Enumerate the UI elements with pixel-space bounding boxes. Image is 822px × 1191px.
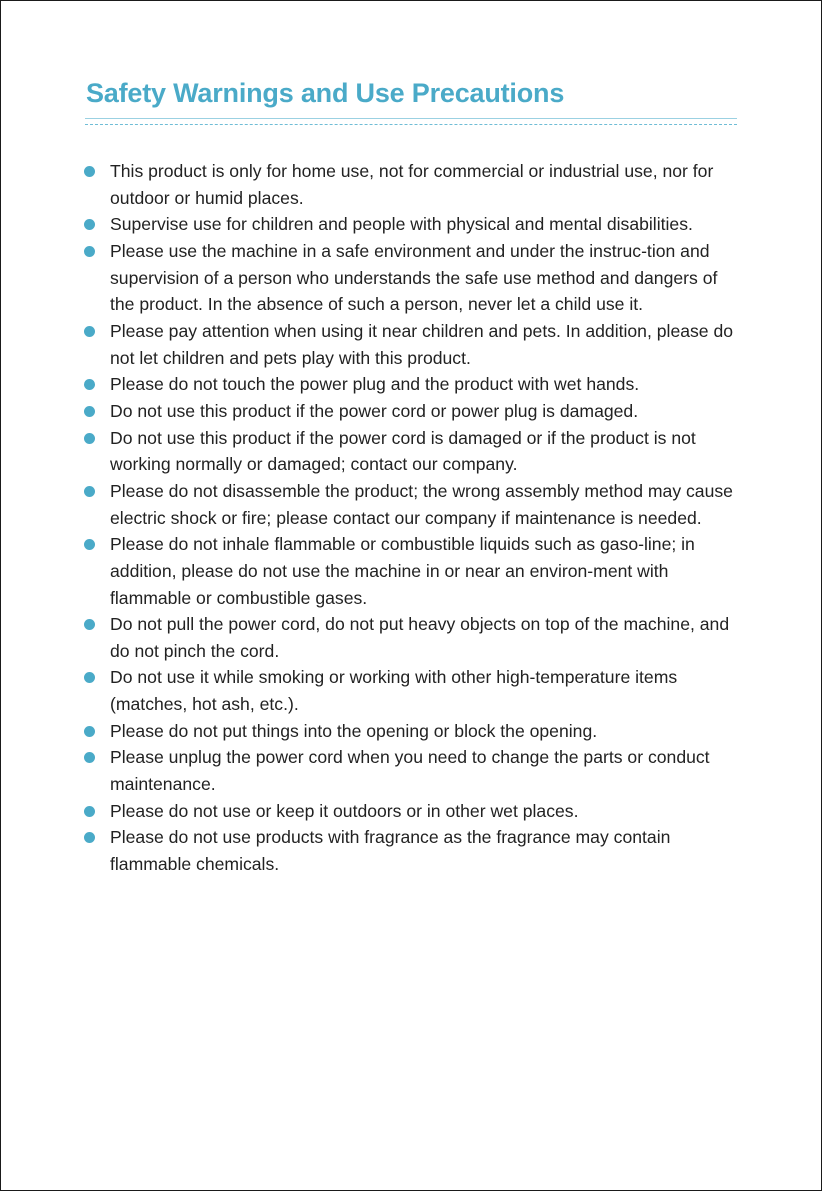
list-item — [82, 531, 742, 611]
list-item — [82, 478, 742, 531]
list-item-text: Please do not disassemble the product; the wrong assembly method may cause electric shock or fire; please contact our company if maintenance is needed. — [110, 480, 733, 528]
list-item-text: Please do not inhale flammable or combustible liquids such as gaso-line; in addition, please do not use the machine in or near an environ-ment with flammable or combustible gases. — [110, 534, 695, 608]
list-item-text: Do not use it while smoking or working with other high-temperature items (matches, hot ash, etc.). — [110, 667, 678, 715]
circle-bullet-icon — [84, 619, 95, 630]
list-item — [82, 744, 742, 797]
circle-bullet-icon — [84, 726, 95, 737]
list-item — [82, 158, 742, 211]
circle-bullet-icon — [84, 752, 95, 763]
list-item-text: Please do not use products with fragrance as the fragrance may contain flammable chemicals. — [110, 827, 671, 875]
list-item — [82, 371, 742, 398]
circle-bullet-icon — [84, 486, 95, 497]
circle-bullet-icon — [84, 166, 95, 177]
list-item-text: Please pay attention when using it near children and pets. In addition, please do not let children and pets play with this product. — [110, 320, 734, 368]
circle-bullet-icon — [84, 539, 95, 550]
list-item-text: Please use the machine in a safe environment and under the instruc-tion and supervision of a person who understands the safe use method and dangers of the product. In the absence of such a person, never let a child use it. — [110, 240, 718, 315]
circle-bullet-icon — [84, 246, 95, 257]
page-title: Safety Warnings and Use Precautions — [86, 78, 565, 108]
list-item-text: Supervise use for children and people with physical and mental disabilities. — [110, 214, 693, 235]
circle-bullet-icon — [84, 326, 95, 337]
circle-bullet-icon — [84, 672, 95, 683]
list-item-text: Please do not use or keep it outdoors or in other wet places. — [110, 800, 579, 821]
list-item — [82, 824, 742, 877]
list-item — [82, 211, 742, 238]
list-item — [82, 238, 742, 318]
list-item-text: Do not use this product if the power cord or power plug is damaged. — [110, 400, 639, 421]
list-item-text: Please unplug the power cord when you need to change the parts or conduct maintenance. — [110, 747, 710, 795]
list-item — [82, 398, 742, 425]
circle-bullet-icon — [84, 219, 95, 230]
list-item-text: Do not pull the power cord, do not put heavy objects on top of the machine, and do not pinch the cord. — [110, 614, 730, 661]
list-item-text: Please do not touch the power plug and the product with wet hands. — [110, 374, 640, 395]
title-dashed-divider — [85, 124, 737, 125]
list-item-text: Do not use this product if the power cord is damaged or if the product is not working normally or damaged; contact our company. — [110, 427, 696, 475]
list-item — [82, 611, 742, 664]
list-item — [82, 718, 742, 745]
list-item-text: Please do not put things into the opening or block the opening. — [110, 720, 598, 741]
circle-bullet-icon — [84, 379, 95, 390]
list-item — [82, 318, 742, 371]
list-item — [82, 798, 742, 825]
title-underline — [85, 118, 737, 119]
list-item — [82, 425, 742, 478]
list-item — [82, 664, 742, 717]
circle-bullet-icon — [84, 433, 95, 444]
precautions-list — [82, 158, 742, 878]
circle-bullet-icon — [84, 832, 95, 843]
circle-bullet-icon — [84, 806, 95, 817]
list-item-text: This product is only for home use, not for commercial or industrial use, nor for outdoor or humid places. — [110, 161, 714, 208]
circle-bullet-icon — [84, 406, 95, 417]
